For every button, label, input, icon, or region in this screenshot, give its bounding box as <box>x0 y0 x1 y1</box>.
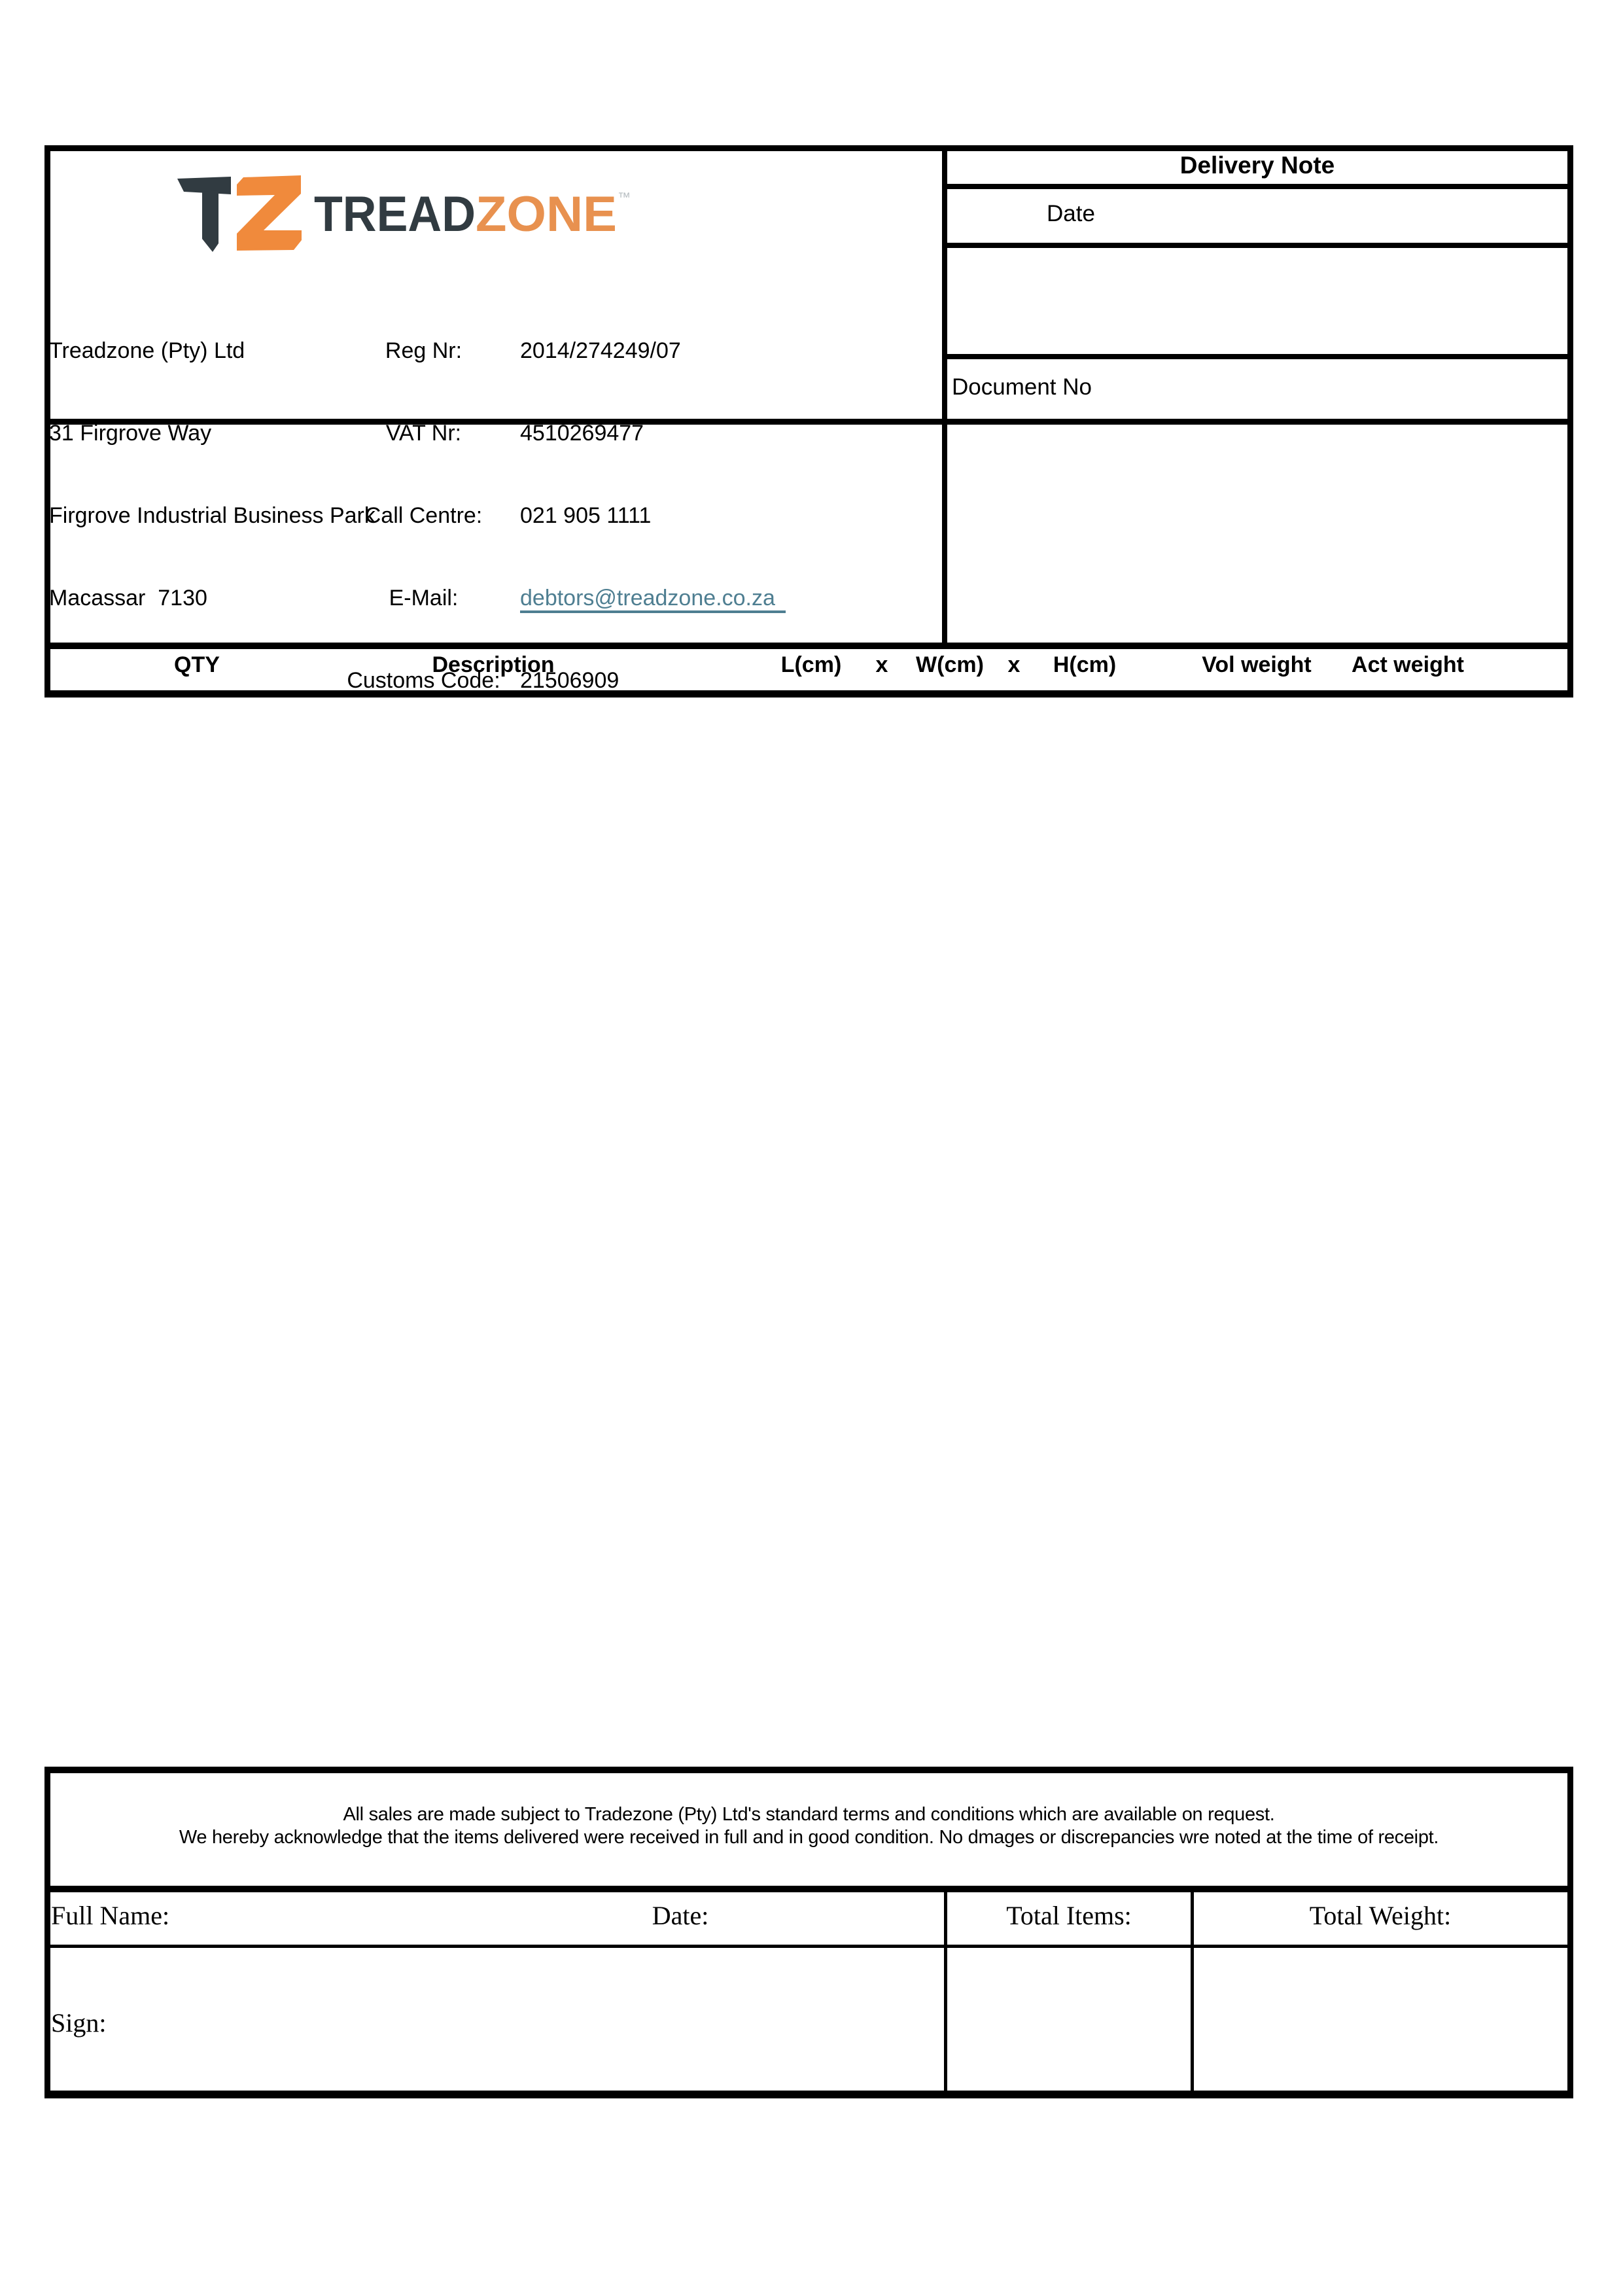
treadzone-wordmark <box>314 190 621 238</box>
items-column-header: Act weight <box>1352 652 1464 677</box>
terms-line: We hereby acknowledge that the items delivered were received in full and in good condition. No dmages or discrepancies wre noted at the time of receipt. <box>179 1827 1439 1848</box>
sign-label: Sign: <box>51 2008 107 2038</box>
divider-line <box>942 354 1573 359</box>
customer-details-area <box>50 425 942 643</box>
wordmark-zone: ZONE <box>476 190 617 238</box>
divider-line <box>44 2091 1573 2098</box>
company-address-line: Macassar 7130 <box>49 586 207 610</box>
document-no-label: Document No <box>952 374 1092 400</box>
divider-line <box>44 1886 1573 1892</box>
logo-t-stem-shape <box>202 190 218 252</box>
date-value-cell <box>1145 189 1567 243</box>
meta-blank-cell <box>947 248 1567 354</box>
divider-line <box>1567 145 1573 698</box>
company-field-label: VAT Nr: <box>385 421 462 446</box>
company-field-value: 2014/274249/07 <box>520 338 681 363</box>
divider-line <box>44 1767 1573 1773</box>
signature-area <box>50 1948 944 2091</box>
company-address-line: Treadzone (Pty) Ltd <box>49 338 245 363</box>
company-field-label: Customs Code: <box>347 668 500 693</box>
terms-line: All sales are made subject to Tradezone (Pty) Ltd's standard terms and conditions which are available on request. <box>343 1804 1275 1825</box>
document-title: Delivery Note <box>1179 152 1335 179</box>
total-weight-label: Total Weight: <box>1309 1901 1452 1930</box>
items-column-header: L(cm) <box>780 652 842 677</box>
treadzone-logo-mark <box>175 175 304 254</box>
total-weight-value-cell <box>1194 1948 1567 2091</box>
company-field-value: 4510269477 <box>520 421 644 446</box>
items-column-header: x <box>875 652 888 677</box>
wordmark-tread: TREAD <box>314 190 476 238</box>
logo-z-shape <box>237 175 302 251</box>
items-column-header: QTY <box>174 652 220 677</box>
items-table-body-area <box>44 698 1573 1767</box>
svg-text:TREAD ZONE <box>314 190 617 238</box>
document-no-value-cell <box>1112 359 1567 419</box>
full-name-label: Full Name: <box>51 1901 170 1930</box>
items-column-header: W(cm) <box>916 652 984 677</box>
company-field-label: Reg Nr: <box>385 338 462 363</box>
date-field-label: Date: <box>652 1901 709 1930</box>
company-field-value: 021 905 1111 <box>520 503 652 528</box>
company-field-value: 21506909 <box>520 668 620 693</box>
items-column-header: H(cm) <box>1053 652 1117 677</box>
divider-line <box>942 243 1573 248</box>
company-field-label: E-Mail: <box>389 586 459 610</box>
divider-line <box>44 145 1573 151</box>
email-link[interactable]: debtors@treadzone.co.za <box>520 586 786 613</box>
items-column-header: Vol weight <box>1202 652 1312 677</box>
total-items-value-cell <box>947 1948 1191 2091</box>
total-items-label: Total Items: <box>1006 1901 1132 1930</box>
date-label: Date <box>1047 201 1095 226</box>
items-column-header: Description <box>432 652 555 677</box>
logo-monogram-text <box>0 0 1 1</box>
divider-line <box>44 690 1573 698</box>
delivery-details-area <box>947 425 1567 643</box>
company-address-line: 31 Firgrove Way <box>49 421 212 446</box>
divider-line <box>942 145 947 643</box>
trademark-icon: ™ <box>618 190 631 205</box>
items-column-header: x <box>1007 652 1021 677</box>
divider-line <box>942 184 1573 189</box>
company-address-line: Firgrove Industrial Business Park <box>49 503 375 528</box>
company-field-label: Call Centre: <box>364 503 483 528</box>
